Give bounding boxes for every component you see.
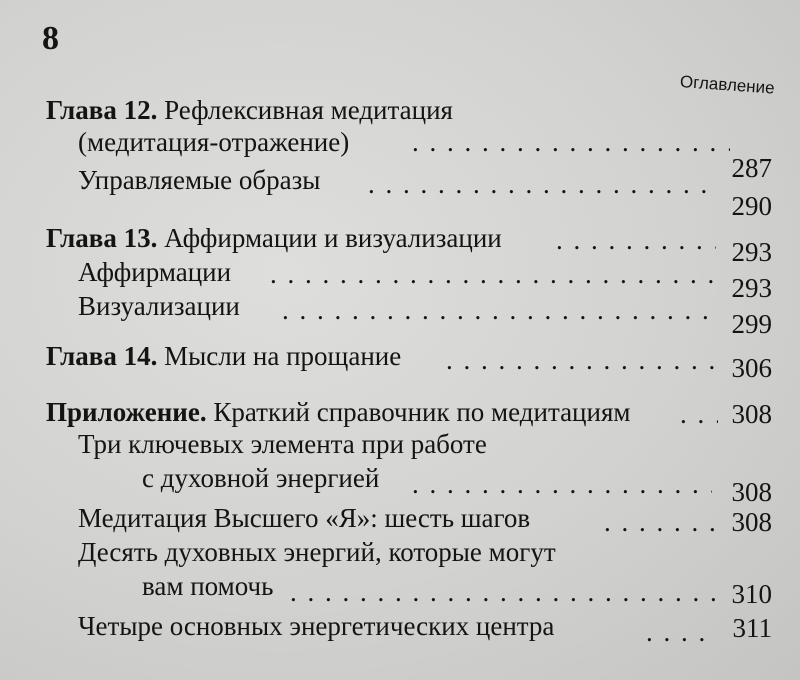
leader-dots [412,468,712,500]
appendix-label: Приложение. [46,397,207,427]
appendix-title: Краткий справочник по медитациям [213,397,631,427]
toc-entry-ch14 [46,340,401,372]
toc-entry-ch12 [46,94,453,126]
toc-subentry-four-centers: Четыре основных энергетических центра [78,611,555,641]
leader-dots [446,344,718,376]
chapter-title: Аффирмации и визуализации [164,223,502,253]
chapter-label: Глава 13. [46,223,158,253]
leader-dots [604,506,714,538]
page-ref: 308 [731,477,772,507]
leader-dots [282,294,714,326]
toc-subentry-ten-energies-cont: вам помочь [142,571,274,601]
leader-dots [290,576,720,608]
toc-subentry-guided-images: Управляемые образы [78,165,321,195]
toc-entry-ch13 [46,222,502,254]
page-ref: 308 [731,399,772,429]
page-ref: 310 [731,579,772,609]
page-ref: 306 [731,353,772,383]
page-ref: 299 [731,309,772,339]
toc-subentry-ten-energies: Десять духовных энергий, которые могут [78,537,556,567]
toc-subentry-three-elements-cont: с духовной энергией [142,463,380,493]
toc-subentry-affirmations: Аффирмации [78,257,232,287]
toc-entry-appendix [46,396,630,428]
toc-entry-ch12-cont: (медитация-отражение) [78,127,350,157]
leader-dots [270,258,715,290]
page-ref: 311 [732,613,772,643]
toc-subentry-higher-self: Медитация Высшего «Я»: шесть шагов [78,503,531,533]
chapter-title: Рефлексивная медитация [164,95,453,125]
running-header: Оглавление [679,72,776,98]
chapter-title: Мысли на прощание [164,341,402,371]
leader-dots [556,224,716,256]
page-ref: 293 [731,273,772,303]
leader-dots [368,168,713,200]
page-ref: 290 [731,191,772,221]
page-number: 8 [42,20,59,57]
page-ref: 287 [731,153,772,183]
leader-dots [412,126,730,158]
page-ref: 293 [731,237,772,267]
chapter-label: Глава 14. [46,341,158,371]
toc-subentry-visualizations: Визуализации [78,291,240,321]
toc-subentry-three-elements: Три ключевых элемента при работе [78,429,487,459]
page-ref: 308 [731,507,772,537]
chapter-label: Глава 12. [46,95,158,125]
